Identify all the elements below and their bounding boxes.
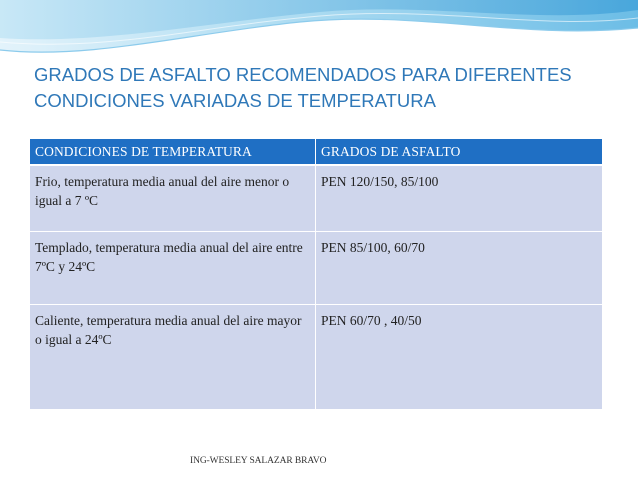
asphalt-grades-table-container (29, 138, 602, 410)
table-row-hot (30, 305, 603, 410)
slide-title-line-1: GRADOS DE ASFALTO RECOMENDADOS PARA DIFERENTES (34, 64, 572, 85)
asphalt-grades-table (29, 138, 603, 410)
table-row-temperate (30, 232, 603, 305)
slide-title (34, 62, 614, 114)
cell-grade-hot: PEN 60/70 , 40/50 (316, 305, 603, 410)
table-row-cold (30, 165, 603, 232)
cell-condition-hot: Caliente, temperatura media anual del aire mayor o igual a 24ºC (30, 305, 316, 410)
header-wave-decoration (0, 0, 638, 70)
slide-title-line-2: CONDICIONES VARIADAS DE TEMPERATURA (34, 90, 436, 111)
cell-condition-temperate: Templado, temperatura media anual del aire entre 7ºC y 24ºC (30, 232, 316, 305)
table-header-row (30, 139, 603, 166)
cell-condition-cold: Frio, temperatura media anual del aire menor o igual a 7 ºC (30, 165, 316, 232)
header-temperature-conditions: CONDICIONES DE TEMPERATURA (30, 139, 316, 166)
cell-grade-temperate: PEN 85/100, 60/70 (316, 232, 603, 305)
slide-footer-author: ING-WESLEY SALAZAR BRAVO (190, 456, 327, 466)
header-asphalt-grades: GRADOS DE ASFALTO (316, 139, 603, 166)
cell-grade-cold: PEN 120/150, 85/100 (316, 165, 603, 232)
